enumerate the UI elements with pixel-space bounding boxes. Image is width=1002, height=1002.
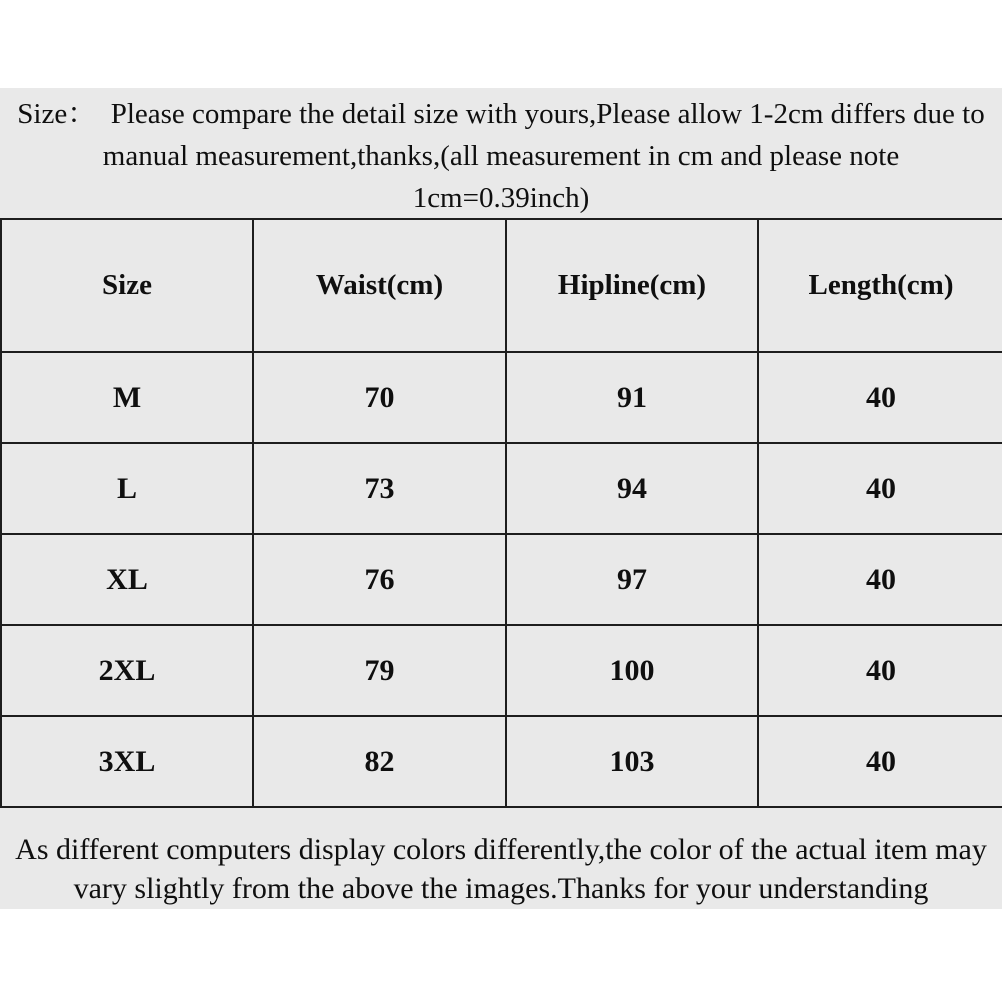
table-row: [1, 716, 1002, 807]
size-label-cell: XL: [1, 534, 253, 625]
measurement-value-cell: 70: [253, 352, 506, 443]
table-row: [1, 352, 1002, 443]
measurement-value-cell: 40: [758, 625, 1002, 716]
column-header-size: Size: [1, 219, 253, 352]
measurement-value-cell: 79: [253, 625, 506, 716]
measurement-value-cell: 91: [506, 352, 758, 443]
size-label-cell: 2XL: [1, 625, 253, 716]
measurement-value-cell: 40: [758, 443, 1002, 534]
measurement-value-cell: 73: [253, 443, 506, 534]
measurement-note-line-2: manual measurement,thanks,(all measurement in cm and please note: [102, 140, 900, 172]
table-row: [1, 443, 1002, 534]
measurement-value-cell: 103: [506, 716, 758, 807]
column-header-waist: Waist(cm): [253, 219, 506, 352]
measurement-value-cell: 40: [758, 716, 1002, 807]
size-info-panel: [0, 88, 1002, 909]
measurement-value-cell: 94: [506, 443, 758, 534]
color-disclaimer-line-2: vary slightly from the above the images.Thanks for your understanding: [73, 872, 929, 905]
table-row: [1, 534, 1002, 625]
measurement-value-cell: 40: [758, 534, 1002, 625]
color-disclaimer: [0, 818, 1002, 908]
size-label-cell: 3XL: [1, 716, 253, 807]
measurement-note-line-1: Size： Please compare the detail size with yours,Please allow 1-2cm differs due to: [17, 98, 985, 130]
table-row: [1, 625, 1002, 716]
column-header-hipline: Hipline(cm): [506, 219, 758, 352]
measurement-value-cell: 40: [758, 352, 1002, 443]
measurement-note-line-3: 1cm=0.39inch): [412, 182, 590, 214]
color-disclaimer-line-1: As different computers display colors differently,the color of the actual item may: [15, 833, 987, 866]
measurement-value-cell: 100: [506, 625, 758, 716]
measurement-value-cell: 76: [253, 534, 506, 625]
column-header-length: Length(cm): [758, 219, 1002, 352]
measurement-value-cell: 82: [253, 716, 506, 807]
size-table: [0, 218, 1002, 808]
size-table-header-row: [1, 219, 1002, 352]
size-label-cell: L: [1, 443, 253, 534]
measurement-value-cell: 97: [506, 534, 758, 625]
size-label-cell: M: [1, 352, 253, 443]
measurement-note: [0, 88, 1002, 219]
